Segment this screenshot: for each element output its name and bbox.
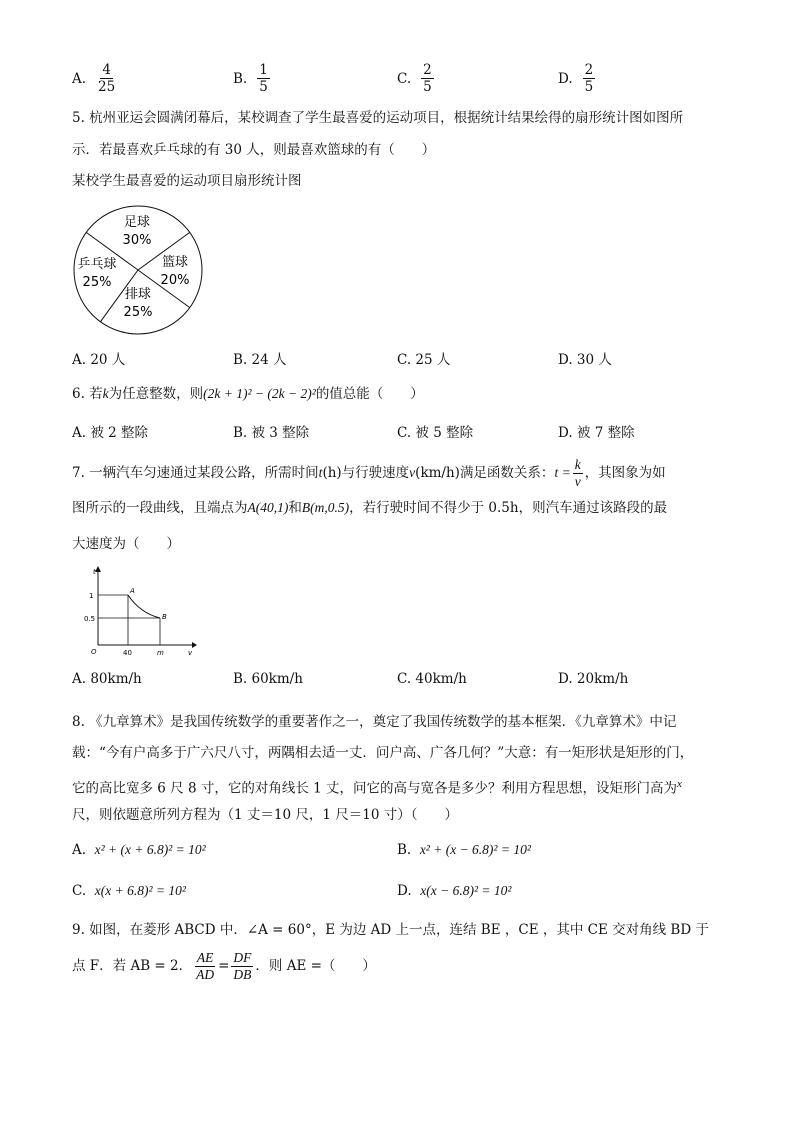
point-b-label: B (162, 613, 167, 621)
q7-unit-h: (h) (322, 465, 342, 481)
denominator: AD (196, 966, 215, 982)
q7-line-3: 大速度为（ ） (72, 536, 180, 552)
option-fraction (583, 62, 596, 95)
denominator: v (574, 474, 581, 489)
q8-option-c (72, 883, 186, 899)
q6-option-c: C. 被 5 整除 (397, 425, 474, 441)
numerator: AE (196, 949, 214, 965)
numerator: 4 (102, 62, 111, 78)
pie-value-pingpong: 25% (82, 275, 112, 290)
q9-equals: = (218, 958, 230, 974)
q7-line-1 (72, 456, 714, 490)
option-label: D. (397, 883, 412, 899)
q7-text: 满足函数关系： (459, 465, 555, 481)
q7-text: ，若行驶时间不得少于 0.5h，则汽车通过该路段的最 (349, 500, 668, 516)
pie-value-football: 30% (122, 233, 152, 248)
q7-formula-lhs: t = (554, 465, 571, 480)
t-axis-arrow (95, 566, 101, 572)
q7-formula-fraction (573, 457, 583, 490)
q9-line-2 (72, 946, 714, 986)
q9-text: ．则 AE =（ ） (255, 958, 376, 974)
q7-line-2 (72, 498, 714, 518)
q5-option-b: B. 24 人 (233, 352, 287, 368)
q8-var-x: x (677, 778, 682, 790)
tick-1: 1 (89, 592, 94, 600)
q6-stem (72, 384, 714, 404)
q7-text: 与行驶速度 (341, 465, 410, 481)
q7-text: 和 (288, 500, 302, 516)
denominator: 5 (423, 79, 432, 95)
q8-line-4: 尺，则依题意所列方程为（1 丈＝10 尺，1 尺＝10 寸）（ ） (72, 807, 458, 823)
option-label: B. (233, 70, 248, 87)
q5-line-1: 5. 杭州亚运会圆满闭幕后，某校调查了学生最喜爱的运动项目，根据统计结果绘得的扇形统计图如图所 (72, 110, 684, 126)
q5-option-a: A. 20 人 (72, 352, 126, 368)
option-expression: x(x − 6.8)² = 10² (420, 883, 512, 898)
curve (128, 595, 160, 618)
tick-05: 0.5 (84, 615, 96, 623)
q9-line-1: 9. 如图，在菱形 ABCD 中．∠A = 60°，E 为边 AD 上一点，连结 BE ，CE ，其中 CE 交对角线 BD 于 (72, 922, 709, 938)
denominator: DB (233, 966, 252, 982)
q4-option-d (558, 62, 597, 95)
q5-option-d: D. 30 人 (558, 352, 612, 368)
v-axis-arrow (192, 642, 197, 648)
q8-line-3 (72, 774, 714, 799)
q5-line-2: 示．若最喜欢乒乓球的有 30 人，则最喜欢篮球的有（ ） (72, 142, 436, 158)
q8-option-d (397, 883, 511, 899)
numerator: 1 (259, 62, 268, 78)
denominator: 5 (584, 79, 594, 95)
q6-option-d: D. 被 7 整除 (558, 425, 635, 441)
q7-var-v: v (409, 465, 416, 480)
q7-text: ，其图象为如 (584, 465, 666, 481)
option-label: A. (72, 842, 87, 858)
pie-value-basketball: 20% (160, 273, 190, 288)
numerator: k (574, 457, 581, 472)
numerator: 2 (423, 62, 432, 78)
denominator: 5 (259, 79, 268, 95)
pie-chart (68, 200, 208, 340)
pie-label-football: 足球 (123, 215, 151, 230)
q8-option-a (72, 842, 206, 858)
q4-option-b (233, 62, 272, 95)
q9-fraction-ae-ad (194, 950, 216, 983)
option-expression: x² + (x − 6.8)² = 10² (419, 842, 531, 857)
option-label: C. (397, 70, 412, 87)
q8-line-1: 8. 《九章算术》是我国传统数学的重要著作之一，奠定了我国传统数学的基本框架．《九章算术》中记 (72, 714, 677, 730)
q7-text: 7. 一辆汽车匀速通过某段公路，所需时间 (72, 465, 319, 481)
option-label: D. (558, 70, 573, 87)
q7-unit-kmh: (km/h) (415, 465, 460, 481)
option-label: C. (72, 883, 87, 899)
q6-expression: (2k + 1)² − (2k − 2)² (203, 386, 316, 401)
q8-text: 它的高比宽多 6 尺 8 寸，它的对角线长 1 丈，问它的高与宽各是多少？利用方程思想，设矩形门高为 (72, 780, 678, 797)
q7-option-c: C. 40km/h (397, 671, 467, 687)
q6-option-a: A. 被 2 整除 (72, 425, 149, 441)
q5-option-c: C. 25 人 (397, 352, 451, 368)
option-expression: x(x + 6.8)² = 10² (94, 883, 186, 898)
q6-var: k (102, 386, 109, 401)
origin-label: O (91, 648, 97, 656)
option-label: B. (397, 842, 412, 858)
q4-option-c (397, 62, 436, 95)
q6-prefix: 6. 若 (72, 386, 103, 402)
chart-title: 某校学生最喜爱的运动项目扇形统计图 (72, 173, 302, 189)
q7-text: 图所示的一段曲线，且端点为 (72, 500, 248, 516)
v-axis-label: v (188, 649, 193, 657)
q6-option-b: B. 被 3 整除 (233, 425, 310, 441)
option-expression: x² + (x + 6.8)² = 10² (94, 842, 206, 857)
q6-suffix: 的值总能（ ） (315, 386, 424, 402)
q7-point-a: A(40,1) (247, 500, 289, 515)
q7-option-a: A. 80km/h (72, 671, 142, 687)
q7-var-t: t (318, 465, 323, 480)
option-fraction (96, 62, 117, 95)
tick-m: m (157, 649, 164, 657)
q6-mid: 为任意整数，则 (108, 386, 204, 402)
t-axis-label: t (93, 568, 96, 576)
q9-fraction-df-db (231, 950, 253, 983)
q8-option-b (397, 842, 531, 858)
q4-option-a (72, 62, 119, 95)
q9-text: 点 F．若 AB = 2． (72, 958, 193, 974)
option-fraction (421, 62, 434, 95)
tick-40: 40 (123, 649, 132, 657)
option-label: A. (72, 70, 87, 87)
q7-option-d: D. 20km/h (558, 671, 629, 687)
pie-label-volleyball: 排球 (124, 287, 152, 302)
numerator: 2 (584, 62, 594, 78)
q8-line-2: 载：“今有户高多于广六尺八寸，两隅相去适一丈．问户高、广各几何？”大意：有一矩形状是矩形的门， (72, 745, 694, 761)
q7-point-b: B(m,0.5) (301, 500, 350, 515)
denominator: 25 (98, 79, 116, 95)
point-a-label: A (130, 587, 135, 595)
pie-label-basketball: 篮球 (161, 255, 189, 270)
q7-option-b: B. 60km/h (233, 671, 303, 687)
q7-graph (78, 565, 198, 657)
numerator: DF (233, 949, 252, 965)
pie-label-pingpong: 乒乓球 (77, 257, 117, 272)
pie-value-volleyball: 25% (123, 305, 153, 320)
option-fraction (257, 62, 270, 95)
